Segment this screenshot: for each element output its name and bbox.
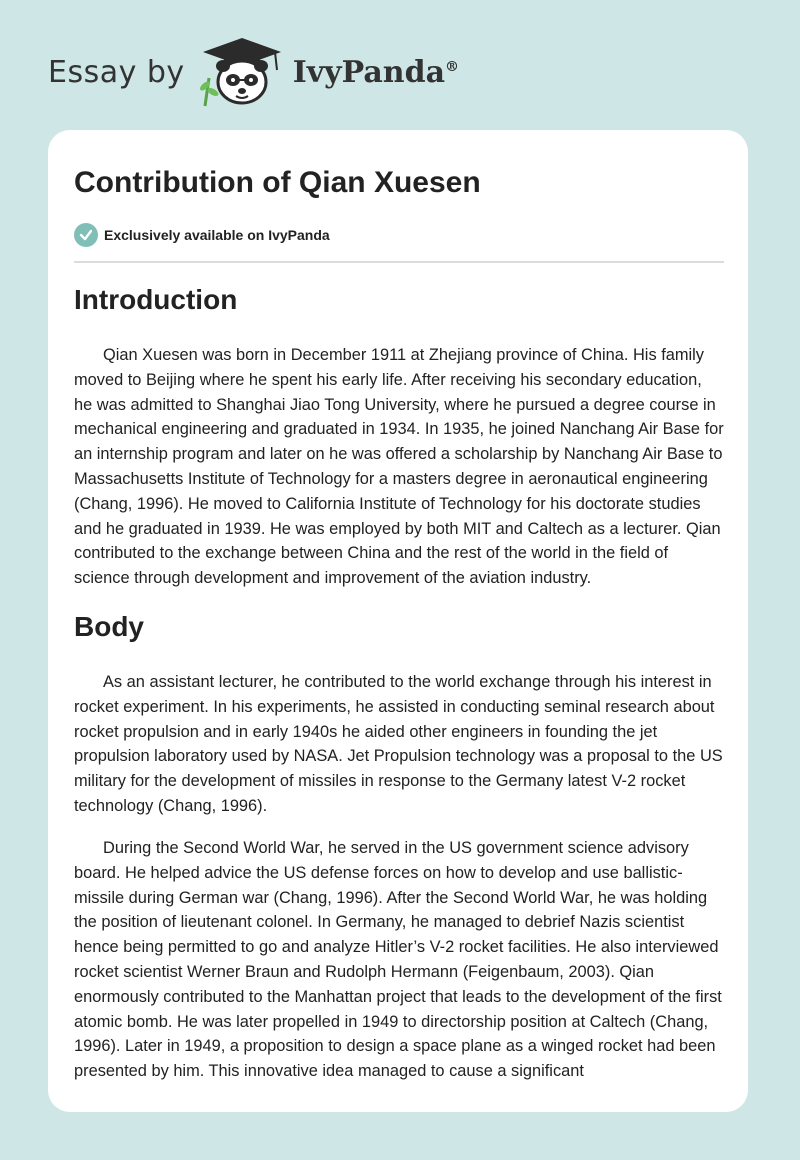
check-icon (74, 223, 98, 247)
exclusive-badge (74, 223, 330, 247)
paragraph: During the Second World War, he served in the US government science advisory board. He helped advice the US defense forces on how to develop and use ballistic-missile during German war (Chang, 1996). After the Second World War, he was holding the position of lieutenant colonel. In Germany, he managed to debrief Nazis scientist hence being permitted to go and analyze Hitler’s V-2 rocket facilities. He also interviewed rocket scientist Werner Braun and Rudolph Hermann (Feigenbaum, 2003). Qian enormously contributed to the Manhattan project that leads to the development of the first atomic bomb. He was later propelled in 1949 to directorship position at Caltech (Chang, 1996). Later in 1949, a proposition to design a space plane as a winged rocket had been presented by him. This innovative idea managed to cause a significant (74, 839, 722, 1081)
paragraph: Qian Xuesen was born in December 1911 at Zhejiang province of China. His family moved to Beijing where he spent his early life. After receiving his secondary education, he was admitted to Shanghai Jiao Tong University, where he pursued a degree course in mechanical engineering and graduated in 1934. In 1935, he joined Nanchang Air Base for an internship program and later on he was offered a scholarship by Nanchang Air Base to Massachusetts Institute of Technology for a masters degree in aeronautical engineering (Chang, 1996). He moved to California Institute of Technology for his doctorate studies and he graduated in 1939. He was employed by both MIT and Caltech as a lecturer. Qian contributed to the exchange between China and the rest of the world in the field of science through development and improvement of the aviation industry. (74, 346, 724, 588)
section-heading-body: Body (74, 611, 144, 642)
divider (74, 261, 724, 263)
site-header (48, 36, 459, 108)
essay-by-label: Essay by (48, 54, 185, 90)
paragraph: As an assistant lecturer, he contributed to the world exchange through his interest in rocket experiment. In his experiments, he assisted in conducting seminal research about rocket propulsion and in early 1940s he aided other engineers in founding the jet propulsion laboratory used by NASA. Jet Propulsion technology was a proposal to the US military for the development of missiles in response to the Germany latest V-2 rocket technology (Chang, 1996). (74, 673, 723, 815)
essay-title: Contribution of Qian Xuesen (74, 166, 481, 199)
section-heading-introduction: Introduction (74, 284, 238, 315)
essay-card (48, 130, 748, 1112)
exclusive-badge-label: Exclusively available on IvyPanda (104, 227, 330, 243)
panda-logo-icon (199, 36, 285, 108)
brand-name[interactable]: IvyPanda® (292, 54, 460, 90)
